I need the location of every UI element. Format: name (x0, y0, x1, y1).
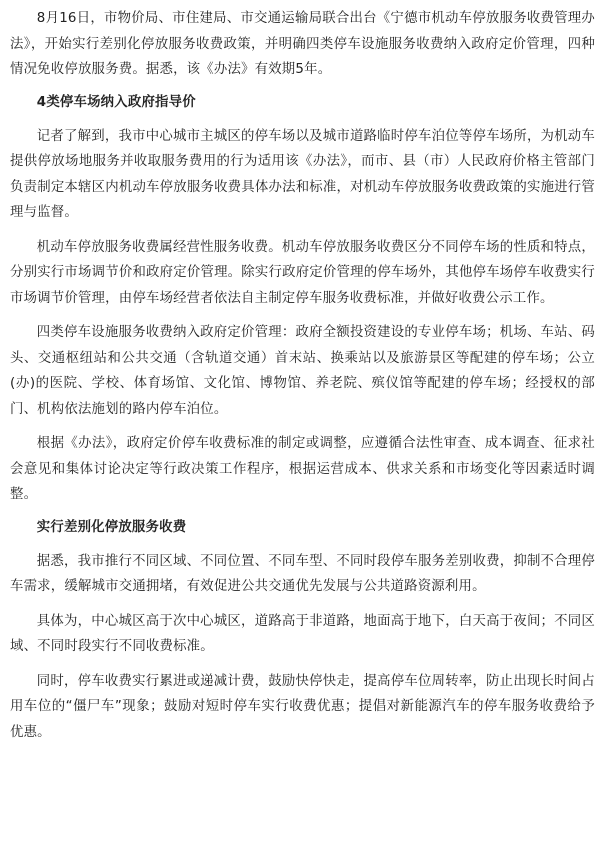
article-paragraph: 具体为，中心城区高于次中心城区，道路高于非道路，地面高于地下，白天高于夜间；不同区域、不同时段实行不同收费标准。 (10, 613, 595, 654)
article-paragraph: 四类停车设施服务收费纳入政府定价管理：政府全额投资建设的专业停车场；机场、车站、码头、交通枢纽站和公共交通（含轨道交通）首末站、换乘站以及旅游景区等配建的停车场；公立(办)的医院、学校、体育场馆、文化馆、博物馆、养老院、殡仪馆等配建的停车场；经授权的部门、机构依法施划的路内停车泊位。 (10, 325, 595, 417)
section-heading: 4类停车场纳入政府指导价 (36, 94, 196, 110)
article-paragraph: 据悉，我市推行不同区域、不同位置、不同车型、不同时段停车服务差别收费，抑制不合理停车需求，缓解城市交通拥堵，有效促进公共交通优先发展与公共道路资源利用。 (10, 553, 595, 594)
article-paragraph: 同时，停车收费实行累进或递减计费，鼓励快停快走，提高停车位周转率，防止出现长时间占用车位的“僵尸车”现象；鼓励对短时停车实行收费优惠；提倡对新能源汽车的停车服务收费给予优惠。 (10, 673, 595, 740)
article-paragraph: 根据《办法》，政府定价停车收费标准的制定或调整，应遵循合法性审查、成本调查、征求社会意见和集体讨论决定等行政决策工作程序，根据运营成本、供求关系和市场变化等因素适时调整。 (10, 436, 595, 502)
section-heading: 实行差别化停放服务收费 (36, 519, 187, 535)
article-paragraph: 8月16日，市物价局、市住建局、市交通运输局联合出台《宁德市机动车停放服务收费管理办法》，开始实行差别化停放服务收费政策，并明确四类停车设施服务收费纳入政府定价管理，四种情况免收停放服务费。据悉，该《办法》有效期5年。 (10, 11, 595, 77)
article-paragraph: 机动车停放服务收费属经营性服务收费。机动车停放服务收费区分不同停车场的性质和特点，分别实行市场调节价和政府定价管理。除实行政府定价管理的停车场外，其他停车场停车收费实行市场调节价管理，由停车场经营者依法自主制定停车服务收费标准，并做好收费公示工作。 (10, 239, 595, 306)
article-paragraph: 记者了解到，我市中心城市主城区的停车场以及城市道路临时停车泊位等停车场所，为机动车提供停放场地服务并收取服务费用的行为适用该《办法》，而市、县（市）人民政府价格主管部门负责制定本辖区内机动车停放服务收费具体办法和标准，对机动车停放服务收费政策的实施进行管理与监督。 (10, 128, 595, 220)
